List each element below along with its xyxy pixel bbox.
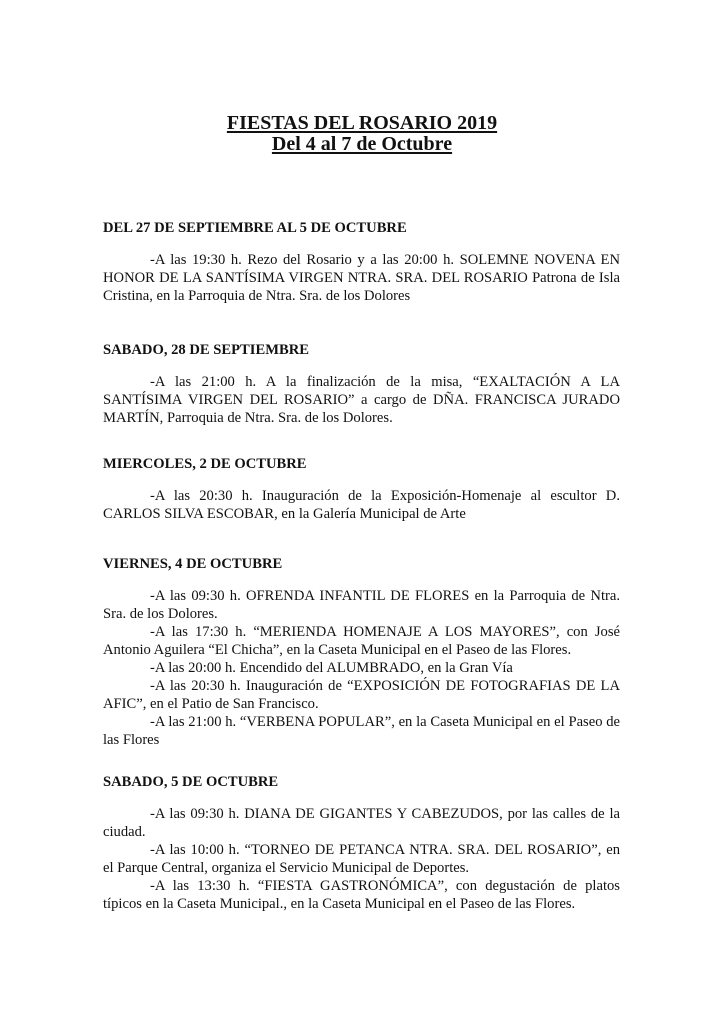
event-item: -A las 09:30 h. DIANA DE GIGANTES Y CABEZUDOS, por las calles de la ciudad. [103, 806, 620, 840]
event-item: -A las 10:00 h. “TORNEO DE PETANCA NTRA. SRA. DEL ROSARIO”, en el Parque Central, organiza el Servicio Municipal de Deportes. [103, 842, 620, 876]
event-item: -A las 21:00 h. “VERBENA POPULAR”, en la Caseta Municipal en el Paseo de las Flores [103, 714, 620, 748]
section-heading: DEL 27 DE SEPTIEMBRE AL 5 DE OCTUBRE [103, 220, 407, 236]
document-title [0, 113, 724, 155]
title-line-2: Del 4 al 7 de Octubre [271, 133, 453, 155]
section-sep28 [103, 341, 620, 427]
section-heading: MIERCOLES, 2 DE OCTUBRE [103, 456, 307, 472]
event-item: -A las 17:30 h. “MERIENDA HOMENAJE A LOS MAYORES”, con José Antonio Aguilera “El Chicha”, en la Caseta Municipal en el Paseo de las Flores. [103, 624, 620, 658]
section-heading: SABADO, 5 DE OCTUBRE [103, 774, 279, 790]
event-item: -A las 21:00 h. A la finalización de la misa, “EXALTACIÓN A LA SANTÍSIMA VIRGEN DEL ROSARIO” a cargo de DÑA. FRANCISCA JURADO MARTÍN, Parroquia de Ntra. Sra. de los Dolores. [103, 374, 620, 426]
section-oct5 [103, 773, 620, 913]
section-heading: SABADO, 28 DE SEPTIEMBRE [103, 342, 309, 358]
event-item: -A las 09:30 h. OFRENDA INFANTIL DE FLORES en la Parroquia de Ntra. Sra. de los Dolores. [103, 588, 620, 622]
section-sep27-oct5 [103, 219, 620, 305]
event-item: -A las 20:30 h. Inauguración de “EXPOSICIÓN DE FOTOGRAFIAS DE LA AFIC”, en el Patio de San Francisco. [103, 678, 620, 712]
section-oct2 [103, 455, 620, 523]
event-item: -A las 19:30 h. Rezo del Rosario y a las 20:00 h. SOLEMNE NOVENA EN HONOR DE LA SANTÍSIMA VIRGEN NTRA. SRA. DEL ROSARIO Patrona de Isla Cristina, en la Parroquia de Ntra. Sra. de los Dolores [103, 252, 620, 304]
event-item: -A las 20:30 h. Inauguración de la Exposición-Homenaje al escultor D. CARLOS SILVA ESCOBAR, en la Galería Municipal de Arte [103, 488, 620, 522]
section-heading: VIERNES, 4 DE OCTUBRE [103, 556, 283, 572]
section-oct4 [103, 555, 620, 749]
event-item: -A las 20:00 h. Encendido del ALUMBRADO, en la Gran Vía [150, 660, 513, 676]
event-item: -A las 13:30 h. “FIESTA GASTRONÓMICA”, con degustación de platos típicos en la Caseta Municipal., en la Caseta Municipal en el Paseo de las Flores. [103, 878, 620, 912]
title-line-1: FIESTAS DEL ROSARIO 2019 [226, 112, 498, 134]
